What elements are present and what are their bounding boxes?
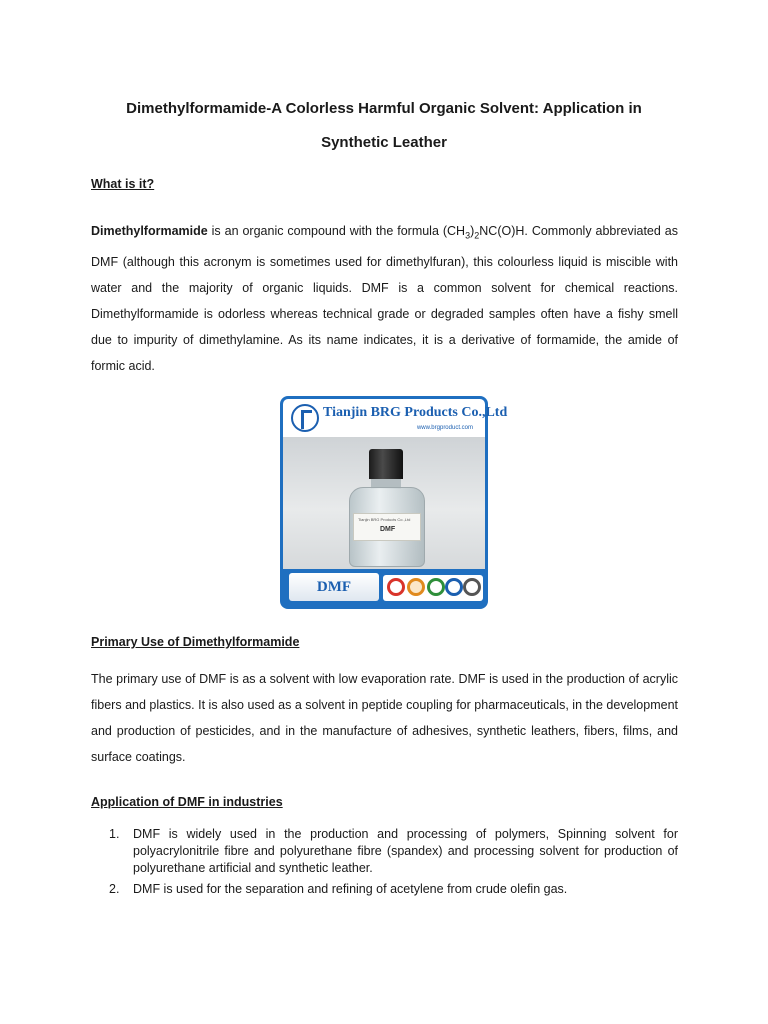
bottle-label-product: DMF [380, 526, 396, 533]
title-line-2: Synthetic Leather [321, 134, 447, 151]
section-paragraph-definition [91, 218, 678, 379]
figure-footer [283, 569, 485, 606]
bottle-label-company: Tianjin BRG Products Co.,Ltd [358, 517, 411, 522]
section-heading-applications: Application of DMF in industries [91, 795, 283, 809]
list-item-number: 1. [109, 827, 120, 841]
formula-text-mid: ) [470, 224, 475, 238]
formula-text-pre: is an organic compound with the formula (CH [207, 224, 466, 238]
bottle-photo [283, 437, 485, 569]
list-item [109, 881, 678, 898]
certification-icon [387, 578, 405, 596]
section-heading-primary-use: Primary Use of Dimethylformamide [91, 635, 300, 649]
bottle-cap [369, 449, 403, 479]
product-banner: DMF [289, 573, 379, 601]
certification-icon [427, 578, 445, 596]
certification-badges [383, 575, 483, 601]
company-name: Tianjin BRG Products Co.,Ltd [323, 405, 508, 420]
bottle-label [353, 513, 421, 541]
applications-list [109, 826, 678, 902]
certification-icon [407, 578, 425, 596]
term-dimethylformamide: Dimethylformamide [91, 224, 208, 238]
list-item-text: DMF is used for the separation and refining of acetylene from crude olefin gas. [133, 882, 568, 896]
product-image-dmf [280, 396, 508, 609]
figure-header [283, 399, 508, 437]
formula-subscript-2: 2 [474, 230, 480, 241]
certification-icon [463, 578, 481, 596]
formula-text-post: NC(O)H. Commonly abbreviated as DMF (although this acronym is sometimes used for dimethylfuran), this colourless liquid is miscible with water and the majority of organic liquids. DMF is a common solvent for chemical reactions. Dimethylformamide is odorless whereas technical grade or degraded samples often have a fishy smell due to impurity of dimethylamine. As its name indicates, it is a derivative of formamide, the amide of formic acid. [91, 224, 678, 373]
list-item [109, 826, 678, 877]
list-item-text: DMF is widely used in the production and processing of polymers, Spinning solvent for polyacrylonitrile fibre and polyurethane fibre (spandex) and processing solvent for production of polyurethane artificial and synthetic leather. [133, 827, 678, 875]
section-paragraph-primary-use: The primary use of DMF is as a solvent with low evaporation rate. DMF is used in the production of acrylic fibers and plastics. It is also used as a solvent in peptide coupling for pharmaceuticals, in the development and production of pesticides, and in the manufacture of adhesives, synthetic leathers, fibers, films, and surface coatings. [91, 672, 678, 764]
company-url: www.brgproduct.com [416, 425, 473, 431]
certification-icon [445, 578, 463, 596]
title-line-1: Dimethylformamide-A Colorless Harmful Organic Solvent: Application in [126, 100, 642, 117]
formula-subscript-3: 3 [465, 230, 471, 241]
company-logo-icon [291, 404, 319, 432]
section-heading-what-is-it: What is it? [91, 177, 155, 191]
list-item-number: 2. [109, 882, 120, 896]
document-title [90, 92, 678, 160]
